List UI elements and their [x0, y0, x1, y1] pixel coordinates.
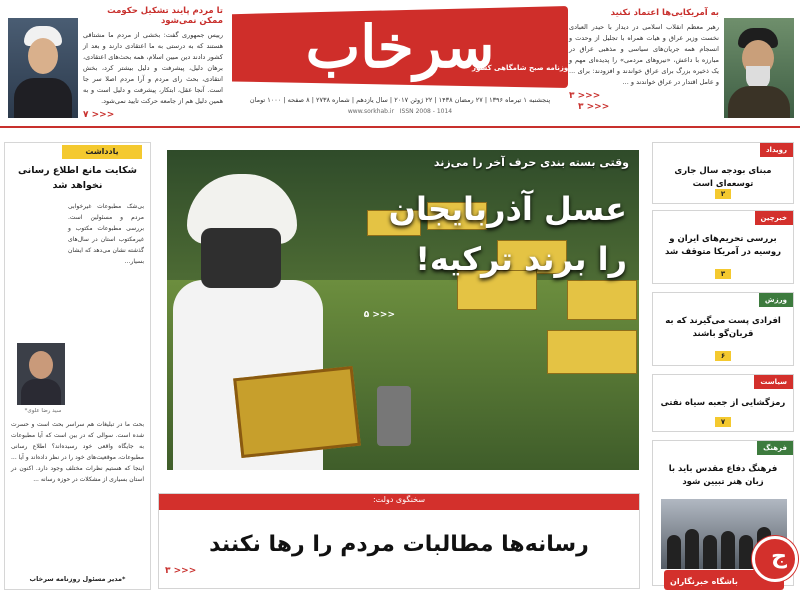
- teaser-item[interactable]: [652, 374, 794, 432]
- honeycomb-frame: [233, 366, 361, 458]
- masthead: [0, 0, 800, 128]
- author-caption: سید رضا علوی*: [24, 408, 62, 414]
- bottom-label: سخنگوی دولت:: [372, 495, 426, 504]
- teaser-category: ورزش: [759, 293, 793, 307]
- editorial-title[interactable]: شکایت مانع اطلاع رسانی نخواهد شد: [18, 165, 137, 191]
- top-left-headline[interactable]: تا مردم پایند تشکیل حکومت ممکن نمی‌شود: [107, 6, 223, 26]
- editorial-tag: یادداشت: [62, 145, 142, 159]
- teaser-column: [652, 142, 794, 590]
- main-kicker: وقتی بسته بندی حرف آخر را می‌زند: [433, 156, 629, 169]
- leader-photo: [724, 18, 794, 118]
- teaser-page-number[interactable]: ۷: [715, 417, 731, 427]
- watermark-text: باشگاه خبرنگاران: [670, 577, 738, 586]
- main-headline[interactable]: عسل آذربایجان را برند ترکیه!: [388, 190, 627, 278]
- yjc-watermark[interactable]: [664, 534, 800, 594]
- logo-tagline: روزنامه صبح شامگاهی کشور: [472, 64, 573, 72]
- bottom-story[interactable]: [158, 493, 640, 589]
- top-right-page-ref[interactable]: <<< ۳: [569, 91, 601, 101]
- editorial-author: *مدیر مسئول روزنامه سرخاب: [29, 575, 126, 583]
- teaser-item[interactable]: [652, 292, 794, 366]
- newspaper-logo[interactable]: [232, 6, 573, 88]
- teaser-category: سیاست: [754, 375, 793, 389]
- top-right-headline[interactable]: به آمریکایی‌ها اعتماد نکنید: [610, 8, 719, 18]
- top-right-story[interactable]: [569, 8, 794, 120]
- teaser-title[interactable]: رمزگشایی از جعبه سیاه نفتی: [660, 398, 786, 408]
- teaser-item[interactable]: [652, 210, 794, 284]
- top-left-page-ref[interactable]: <<< ۷: [83, 110, 115, 120]
- teaser-page-number[interactable]: ۲: [715, 189, 731, 199]
- bee-smoker: [377, 386, 411, 446]
- teaser-title[interactable]: مبنای بودجه سال جاری توسعه‌ای است: [674, 166, 772, 189]
- logo-text: سرخاب: [305, 13, 495, 81]
- issn: ISSN 2008 - 1014: [399, 108, 453, 115]
- beekeeper-veil: [201, 228, 281, 288]
- teaser-category: فرهنگ: [757, 441, 793, 455]
- teaser-title[interactable]: فرهنگ دفاع مقدس باید با زبان هنر تبیین شود: [668, 464, 778, 487]
- teaser-category: خبرچین: [755, 211, 793, 225]
- main-photo-story[interactable]: [167, 150, 639, 470]
- issue-info: پنجشنبه ۱ تیرماه ۱۳۹۶ | ۲۷ رمضان ۱۴۳۸ | ۲۲ ژوئن ۲۰۱۷ | سال یازدهم | شماره ۲۷۳۸ | ۸ صفحه | ۱۰۰۰ تومان: [249, 96, 551, 104]
- bottom-headline[interactable]: رسانه‌ها مطالبات مردم را رها نکنند: [209, 532, 589, 557]
- editorial-body: بحث ما در تبلیغات هم سراسر بحث است و حسرت شده است. سوالی که در بین است که آیا مطبوعات به جایگاه واقعی خود رسیده‌اند؟ اطلاع رسانی مطبوعات، موقعیت‌های خود را در نظر داده‌اند و آیا ... اینجا که هستیم نظرات مختلف وجود دارد. اکنون در استان بسیاری از مشکلات در حوزه رسانه ...: [11, 421, 144, 483]
- teaser-category: رویداد: [760, 143, 793, 157]
- teaser-title[interactable]: بررسی تحریم‌های ایران و روسیه در آمریکا متوقف شد: [664, 234, 782, 257]
- top-left-body: رییس جمهوری گفت: بخشی از مردم ما مشتاقی هستند که به درستی به ما اعتقادی دارند و بعد از کشور دادند دین مبین اسلام، همه بحث‌های اعتقادی، برهان دلیل، پیشرفت و دلیل بیشتر کرد، بخش انتقادی، بحث رای مردم و آرا مردم اصلا سر جا است. آنجا عقل، ابتکار، پیشرفت و دلیل است و به همین دلیل هم از جامعه حرکت تایید نمی‌شود.: [83, 31, 223, 105]
- teaser-title[interactable]: افرادی پست می‌گیرند که به قربان‌گو باشند: [665, 316, 781, 339]
- top-left-story[interactable]: [8, 6, 223, 122]
- teaser-page-number[interactable]: ۶: [715, 351, 731, 361]
- teaser-page-number[interactable]: ۳: [715, 269, 731, 279]
- issue-meta: [232, 108, 568, 115]
- editorial-intro: بی‌شک مطبوعات غیرخوابی مردم و مسئولین است. بررسی مطبوعات مکتوب و غیرمکتوب استان در سال‌های گذشته نشان می‌دهد که ایشان بسیار...: [68, 203, 144, 265]
- yjc-glyph-icon: ج: [771, 544, 787, 569]
- editorial-column: [4, 142, 151, 590]
- top-right-body: رهبر معظم انقلاب اسلامی در دیدار با حیدر العبادی نخست وزیر عراق و هیات همراه با تجلیل از وحدت و انسجام همه جریان‌های سیاسی و مذهبی عراق در مبارزه با داعش، «نیروهای مردمی» را پدیده‌ای مهم و یک ذخیره بزرگ برای عراق خواندند و افزودند: برای ... و عامل اقتدار در عراق خواندند و ...: [569, 23, 719, 86]
- author-photo: [17, 343, 65, 405]
- bottom-page-ref[interactable]: <<< ۳: [165, 566, 197, 576]
- main-page-ref[interactable]: <<< ۵: [363, 310, 395, 320]
- masthead-page-ref[interactable]: <<< ۳: [578, 102, 610, 112]
- teaser-item[interactable]: [652, 142, 794, 204]
- site-url[interactable]: www.sorkhab.ir: [347, 108, 395, 115]
- president-photo: [8, 18, 78, 118]
